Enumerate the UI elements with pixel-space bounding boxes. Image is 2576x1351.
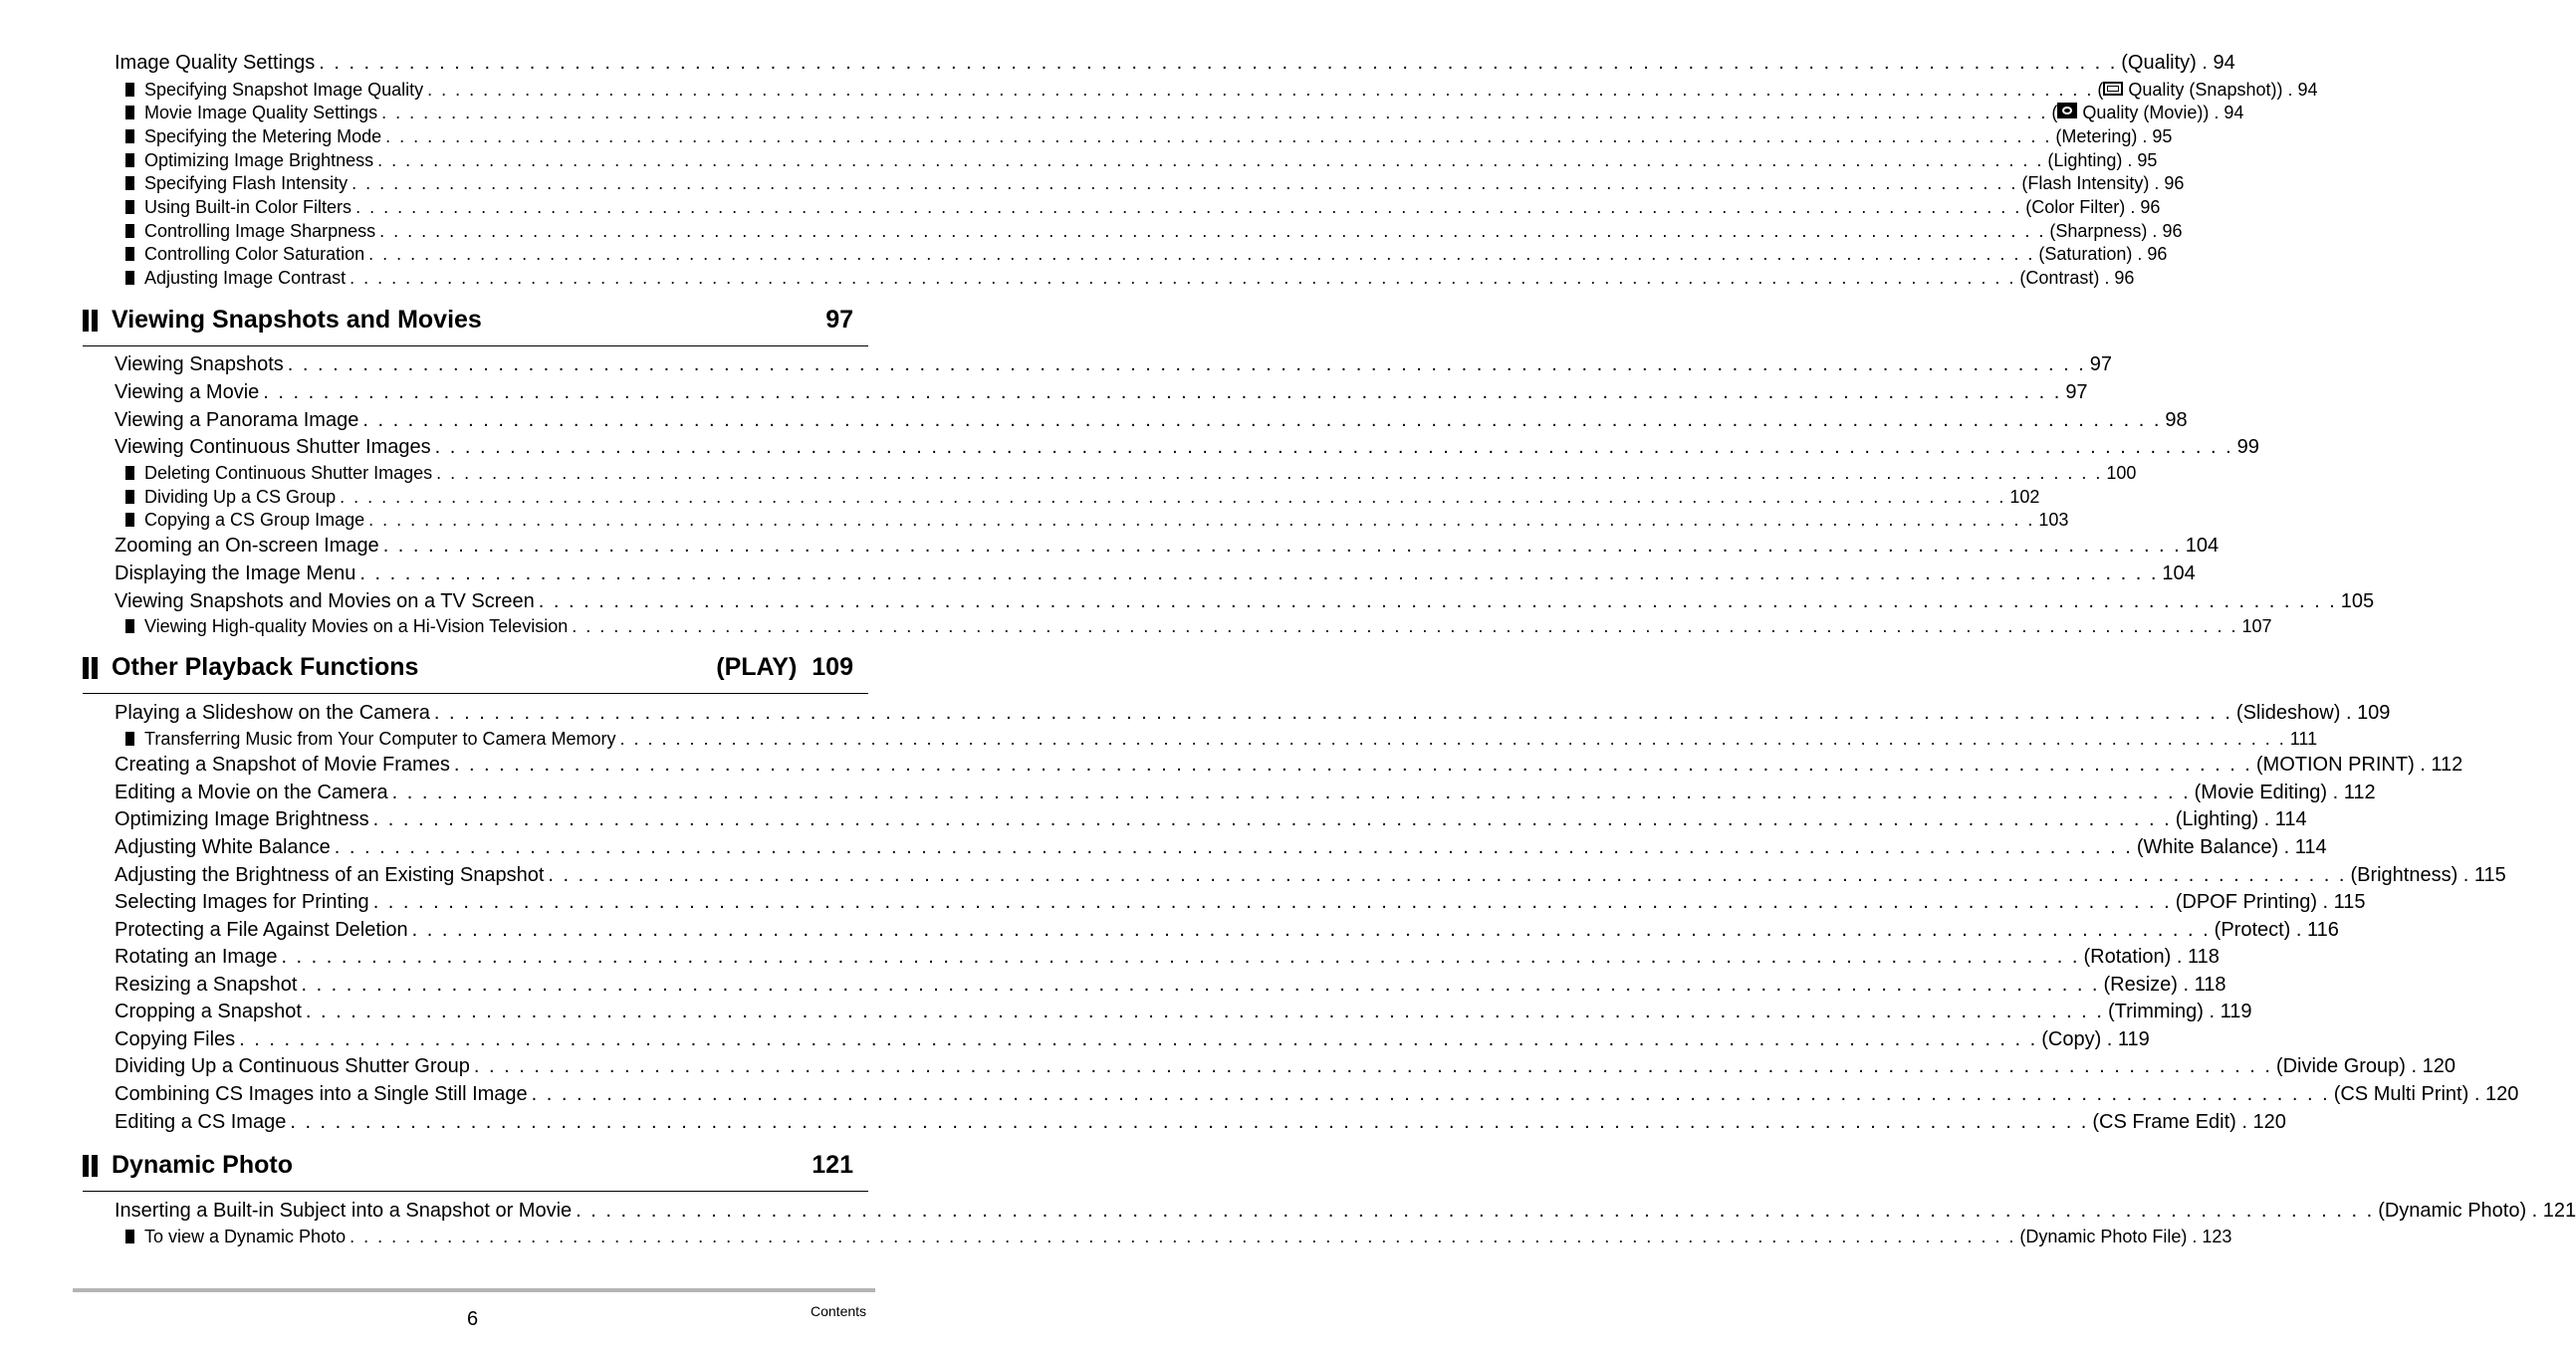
entry-page-number: 123 [2202,1227,2232,1246]
bullet-icon [125,224,134,238]
entry-reference: (Sharpness) [2049,221,2148,241]
toc-entry[interactable] [115,1001,2252,1023]
entry-right: (Dynamic Photo) . 121 [2378,1200,2576,1222]
entry-page-number: 97 [2065,381,2088,403]
entry-page-number: 95 [2152,126,2173,146]
entry-title: Inserting a Built-in Subject into a Snapshot or Movie [115,1200,573,1222]
dot-leader: . . . . . . . . . . . . . . . . . . . . . . . . . . . . . . . . . . . . . . . . . . . . . . . . . . . . . . . . . . . . . . . . . . . . . . . . . . . . . . . . . . . . . . . . . . . . . . . . . . . . . . . . . . . . . . . . . . . . . . . . [548,864,2347,886]
dot-leader: . . . . . . . . . . . . . . . . . . . . . . . . . . . . . . . . . . . . . . . . . . . . . . . . . . . . . . . . . . . . . . . . . . . . . . . . . . . . . . . . . . . . . . . . . . . . . . . . . . . . . . . . . . . . . . . . . . . . . . . . [263,381,2062,403]
bullet-icon [125,732,134,746]
entry-right [2186,535,2219,558]
entry-reference: (Rotation) [2083,946,2172,968]
toc-entry[interactable] [115,1028,2150,1051]
toc-subentry[interactable] [125,197,2161,218]
entry-title: Adjusting Image Contrast [144,268,347,288]
bullet-icon [125,619,134,633]
entry-right [2237,436,2259,459]
toc-entry[interactable] [115,974,2226,997]
toc-subentry[interactable] [125,80,2318,101]
entry-title: Viewing Snapshots [115,353,284,375]
toc-entry[interactable] [115,381,2088,404]
dot-leader: . . . . . . . . . . . . . . . . . . . . . . . . . . . . . . . . . . . . . . . . . . . . . . . . . . . . . . . . . . . . . . . . . . . . . . . . . . . . . . . . . . . . . . . . . . . . . . . . . . . . . . . . . . . . . . . . . . . . . . . . [340,487,2006,507]
entry-page-number: 112 [2431,754,2463,776]
entry-page-number: 96 [2164,173,2185,193]
entry-title: Cropping a Snapshot [115,1001,302,1022]
dot-leader: . . . . . . . . . . . . . . . . . . . . . . . . . . . . . . . . . . . . . . . . . . . . . . . . . . . . . . . . . . . . . . . . . . . . . . . . . . . . . . . . . . . . . . . . . . . . . . . . . . . . . . . . . . . . . . . . . . . . . . . . [368,244,2035,264]
toc-entry[interactable] [115,590,2375,613]
entry-title: Movie Image Quality Settings [144,103,378,122]
entry-title: Viewing Snapshots and Movies on a TV Screen [115,590,535,612]
entry-title: Dividing Up a CS Group [144,487,337,507]
entry-right: (CS Multi Print) . 120 [2333,1083,2519,1105]
toc-entry[interactable] [115,891,2366,914]
entry-title: Image Quality Settings [115,52,316,74]
entry-page-number: 96 [2140,197,2161,217]
entry-right: (Sharpness) . 96 [2049,221,2183,241]
dot-leader: . . . . . . . . . . . . . . . . . . . . . . . . . . . . . . . . . . . . . . . . . . . . . . . . . . . . . . . . . . . . . . . . . . . . . . . . . . . . . . . . . . . . . . . . . . . . . . . . . . . . . . . . . . . . . . . . . . . . . . . . [351,173,2018,193]
toc-entry[interactable] [115,754,2463,777]
dot-leader: . . . . . . . . . . . . . . . . . . . . . . . . . . . . . . . . . . . . . . . . . . . . . . . . . . . . . . . . . . . . . . . . . . . . . . . . . . . . . . . . . . . . . . . . . . . . . . . . . . . . . . . . . . . . . . . . . . . . . . . . [372,891,2172,913]
toc-subentry[interactable] [125,103,2244,123]
entry-page-number: 94 [2213,52,2235,74]
entry-title: Rotating an Image [115,946,278,968]
entry-title: Resizing a Snapshot [115,974,298,996]
entry-title: Dividing Up a Continuous Shutter Group [115,1055,470,1077]
entry-reference: (Trimming) [2107,1001,2204,1022]
section-tag: (PLAY) [716,653,798,681]
entry-reference: (Color Filter) [2025,197,2126,217]
entry-right: (Movie Editing) . 112 [2194,782,2376,803]
dot-leader: . . . . . . . . . . . . . . . . . . . . . . . . . . . . . . . . . . . . . . . . . . . . . . . . . . . . . . . . . . . . . . . . . . . . . . . . . . . . . . . . . . . . . . . . . . . . . . . . . . . . . . . . . . . . . . . . . . . . . . . . [290,1111,2089,1133]
entry-reference: (Copy) [2041,1028,2102,1050]
toc-entry[interactable] [115,946,2220,969]
dot-leader: . . . . . . . . . . . . . . . . . . . . . . . . . . . . . . . . . . . . . . . . . . . . . . . . . . . . . . . . . . . . . . . . . . . . . . . . . . . . . . . . . . . . . . . . . . . . . . . . . . . . . . . . . . . . . . . . . . . . . . . . [391,782,2191,803]
dot-leader: . . . . . . . . . . . . . . . . . . . . . . . . . . . . . . . . . . . . . . . . . . . . . . . . . . . . . . . . . . . . . . . . . . . . . . . . . . . . . . . . . . . . . . . . . . . . . . . . . . . . . . . . . . . . . . . . . . . . . . . . [411,919,2211,941]
bullet-icon [125,83,134,97]
entry-right [2090,353,2112,376]
entry-page-number: 115 [2473,864,2506,886]
entry-reference: (Dynamic Photo) [2378,1200,2527,1222]
entry-title: Specifying the Metering Mode [144,126,382,146]
bullet-icon [125,129,134,143]
entry-title: Optimizing Image Brightness [115,808,369,830]
entry-right: (MOTION PRINT) . 112 [2255,754,2463,776]
entry-title: Editing a Movie on the Camera [115,782,388,803]
dot-leader: . . . . . . . . . . . . . . . . . . . . . . . . . . . . . . . . . . . . . . . . . . . . . . . . . . . . . . . . . . . . . . . . . . . . . . . . . . . . . . . . . . . . . . . . . . . . . . . . . . . . . . . . . . . . . . . . . . . . . . . . [350,268,2016,288]
entry-reference: (DPOF Printing) [2175,891,2317,913]
entry-page-number: 96 [2147,244,2168,264]
entry-right: (Saturation) . 96 [2038,244,2168,264]
entry-page-number: 118 [2187,946,2220,968]
entry-right: (Color Filter) . 96 [2025,197,2161,217]
entry-page-number: 96 [2114,268,2135,288]
bullet-icon [125,200,134,214]
entry-page-number: 102 [2009,487,2040,507]
entry-right [2290,729,2317,750]
entry-title: Specifying Snapshot Image Quality [144,80,424,100]
toc-subentry[interactable] [125,463,2137,484]
section-page-ref [812,1151,853,1180]
entry-title: Using Built-in Color Filters [144,197,352,217]
section-page-number: 121 [812,1151,853,1179]
entry-right: (Resize) . 118 [2103,974,2226,996]
entry-title: Playing a Slideshow on the Camera [115,702,430,724]
dot-leader: . . . . . . . . . . . . . . . . . . . . . . . . . . . . . . . . . . . . . . . . . . . . . . . . . . . . . . . . . . . . . . . . . . . . . . . . . . . . . . . . . . . . . . . . . . . . . . . . . . . . . . . . . . . . . . . . . . . . . . . . [427,80,2094,100]
entry-right [2162,563,2195,585]
dot-leader: . . . . . . . . . . . . . . . . . . . . . . . . . . . . . . . . . . . . . . . . . . . . . . . . . . . . . . . . . . . . . . . . . . . . . . . . . . . . . . . . . . . . . . . . . . . . . . . . . . . . . . . . . . . . . . . . . . . . . . . . [350,1227,2016,1246]
bullet-icon [125,1230,134,1243]
entry-right [2065,381,2087,404]
entry-title: Combining CS Images into a Single Still Image [115,1083,528,1105]
entry-reference: (Resize) [2103,974,2178,996]
section-page-ref [825,306,853,335]
toc-entry[interactable] [115,1055,2457,1078]
entry-title: Viewing a Movie [115,381,260,403]
section-title: Other Playback Functions [112,653,419,681]
toc-subentry[interactable] [125,616,2272,637]
entry-right [2106,463,2136,484]
dot-leader: . . . . . . . . . . . . . . . . . . . . . . . . . . . . . . . . . . . . . . . . . . . . . . . . . . . . . . . . . . . . . . . . . . . . . . . . . . . . . . . . . . . . . . . . . . . . . . . . . . . . . . . . . . . . . . . . . . . . . . . . [377,150,2044,170]
dot-leader: . . . . . . . . . . . . . . . . . . . . . . . . . . . . . . . . . . . . . . . . . . . . . . . . . . . . . . . . . . . . . . . . . . . . . . . . . . . . . . . . . . . . . . . . . . . . . . . . . . . . . . . . . . . . . . . . . . . . . . . . [362,409,2162,431]
toc-entry[interactable] [115,563,2196,585]
entry-title: Zooming an On-screen Image [115,535,379,557]
footer-divider [73,1288,875,1292]
toc-subentry[interactable] [125,244,2168,265]
entry-right: (DPOF Printing) . 115 [2175,891,2366,913]
section-page-ref [716,653,853,682]
dot-leader: . . . . . . . . . . . . . . . . . . . . . . . . . . . . . . . . . . . . . . . . . . . . . . . . . . . . . . . . . . . . . . . . . . . . . . . . . . . . . . . . . . . . . . . . . . . . . . . . . . . . . . . . . . . . . . . . . . . . . . . . [301,974,2100,996]
entry-reference: (Dynamic Photo File) [2019,1227,2188,1246]
entry-page-number: 97 [2089,353,2113,375]
bullet-icon [125,513,134,527]
entry-right [2241,616,2271,637]
entry-title: Creating a Snapshot of Movie Frames [115,754,450,776]
entry-page-number: 96 [2162,221,2183,241]
toc-entry[interactable] [115,52,2235,75]
entry-page-number: 119 [2220,1001,2252,1022]
dot-leader: . . . . . . . . . . . . . . . . . . . . . . . . . . . . . . . . . . . . . . . . . . . . . . . . . . . . . . . . . . . . . . . . . . . . . . . . . . . . . . . . . . . . . . . . . . . . . . . . . . . . . . . . . . . . . . . . . . . . . . . . [531,1083,2330,1105]
entry-page-number: 120 [2484,1083,2519,1105]
entry-page-number: 114 [2274,808,2307,830]
entry-right: (CS Frame Edit) . 120 [2092,1111,2286,1133]
dot-leader: . . . . . . . . . . . . . . . . . . . . . . . . . . . . . . . . . . . . . . . . . . . . . . . . . . . . . . . . . . . . . . . . . . . . . . . . . . . . . . . . . . . . . . . . . . . . . . . . . . . . . . . . . . . . . . . . . . . . . . . . [281,946,2080,968]
dot-leader: . . . . . . . . . . . . . . . . . . . . . . . . . . . . . . . . . . . . . . . . . . . . . . . . . . . . . . . . . . . . . . . . . . . . . . . . . . . . . . . . . . . . . . . . . . . . . . . . . . . . . . . . . . . . . . . . . . . . . . . . [572,616,2238,636]
toc-subentry[interactable] [125,173,2185,194]
entry-title: Protecting a File Against Deletion [115,919,408,941]
toc-subentry[interactable] [125,510,2069,531]
toc-entry[interactable] [115,864,2506,887]
entry-right: (Slideshow) . 109 [2235,702,2391,724]
entry-right [2038,510,2068,531]
dot-leader: . . . . . . . . . . . . . . . . . . . . . . . . . . . . . . . . . . . . . . . . . . . . . . . . . . . . . . . . . . . . . . . . . . . . . . . . . . . . . . . . . . . . . . . . . . . . . . . . . . . . . . . . . . . . . . . . . . . . . . . . [379,221,2046,241]
dot-leader: . . . . . . . . . . . . . . . . . . . . . . . . . . . . . . . . . . . . . . . . . . . . . . . . . . . . . . . . . . . . . . . . . . . . . . . . . . . . . . . . . . . . . . . . . . . . . . . . . . . . . . . . . . . . . . . . . . . . . . . . [334,836,2133,858]
section-page-number: 97 [825,306,853,334]
bullet-icon [125,153,134,167]
section-header [83,1151,868,1192]
toc-entry[interactable] [115,353,2113,376]
toc-entry[interactable] [115,1111,2286,1134]
entry-title: Displaying the Image Menu [115,563,356,584]
entry-right: (Contrast) . 96 [2019,268,2135,288]
entry-title: Selecting Images for Printing [115,891,369,913]
entry-page-number: 107 [2241,616,2272,636]
entry-title: Editing a CS Image [115,1111,287,1133]
toc-subentry[interactable] [125,1227,2232,1247]
entry-page-number: 103 [2038,510,2069,530]
entry-page-number: 109 [2357,702,2391,724]
entry-title: Controlling Color Saturation [144,244,365,264]
entry-title: Viewing Continuous Shutter Images [115,436,431,458]
dot-leader: . . . . . . . . . . . . . . . . . . . . . . . . . . . . . . . . . . . . . . . . . . . . . . . . . . . . . . . . . . . . . . . . . . . . . . . . . . . . . . . . . . . . . . . . . . . . . . . . . . . . . . . . . . . . . . . . . . . . . . . . [453,754,2252,776]
entry-page-number: 104 [2162,563,2196,584]
dot-leader: . . . . . . . . . . . . . . . . . . . . . . . . . . . . . . . . . . . . . . . . . . . . . . . . . . . . . . . . . . . . . . . . . . . . . . . . . . . . . . . . . . . . . . . . . . . . . . . . . . . . . . . . . . . . . . . . . . . . . . . . [359,563,2159,584]
section-marker-icon [83,1155,101,1182]
toc-entry[interactable] [115,836,2327,859]
entry-page-number: 120 [2422,1055,2457,1077]
dot-leader: . . . . . . . . . . . . . . . . . . . . . . . . . . . . . . . . . . . . . . . . . . . . . . . . . . . . . . . . . . . . . . . . . . . . . . . . . . . . . . . . . . . . . . . . . . . . . . . . . . . . . . . . . . . . . . . . . . . . . . . . [385,126,2052,146]
entry-reference: (Brightness) [2350,864,2459,886]
entry-title: Controlling Image Sharpness [144,221,376,241]
entry-reference: (White Balance) [2136,836,2279,858]
section-header [83,653,868,694]
dot-leader: . . . . . . . . . . . . . . . . . . . . . . . . . . . . . . . . . . . . . . . . . . . . . . . . . . . . . . . . . . . . . . . . . . . . . . . . . . . . . . . . . . . . . . . . . . . . . . . . . . . . . . . . . . . . . . . . . . . . . . . . [434,436,2233,458]
entry-title: To view a Dynamic Photo [144,1227,347,1246]
entry-right: (Brightness) . 115 [2350,864,2506,886]
entry-right: (Lighting) . 95 [2047,150,2158,170]
toc-entry[interactable] [115,808,2307,831]
entry-title: Adjusting White Balance [115,836,331,858]
entry-reference: (Slideshow) [2235,702,2341,724]
entry-reference: (Lighting) [2047,150,2123,170]
entry-right: ( Quality (Snapshot)) . 94 [2097,80,2318,100]
bullet-icon [125,271,134,285]
entry-right [2009,487,2039,508]
entry-title: Viewing High-quality Movies on a Hi-Vision Television [144,616,569,636]
entry-page-number: 94 [2297,80,2318,100]
page-number: 6 [467,1308,479,1330]
entry-page-number: 115 [2333,891,2366,913]
entry-right [2165,409,2187,432]
toc-entry[interactable] [115,1083,2519,1106]
entry-page-number: 100 [2106,463,2137,483]
dot-leader: . . . . . . . . . . . . . . . . . . . . . . . . . . . . . . . . . . . . . . . . . . . . . . . . . . . . . . . . . . . . . . . . . . . . . . . . . . . . . . . . . . . . . . . . . . . . . . . . . . . . . . . . . . . . . . . . . . . . . . . . [372,808,2172,830]
toc-subentry[interactable] [125,221,2183,242]
toc-entry[interactable] [115,1200,2576,1223]
entry-right: (Trimming) . 119 [2107,1001,2252,1022]
entry-title: Optimizing Image Brightness [144,150,374,170]
entry-reference: (Contrast) [2019,268,2100,288]
toc-entry[interactable] [115,782,2376,804]
section-title: Viewing Snapshots and Movies [112,306,482,334]
toc-entry[interactable] [115,436,2259,459]
dot-leader: . . . . . . . . . . . . . . . . . . . . . . . . . . . . . . . . . . . . . . . . . . . . . . . . . . . . . . . . . . . . . . . . . . . . . . . . . . . . . . . . . . . . . . . . . . . . . . . . . . . . . . . . . . . . . . . . . . . . . . . . [319,52,2118,74]
toc-subentry[interactable] [125,729,2318,750]
entry-reference: (Flash Intensity) [2021,173,2150,193]
section-title: Dynamic Photo [112,1151,293,1179]
entry-right: ( Quality (Movie)) . 94 [2051,103,2244,122]
dot-leader: . . . . . . . . . . . . . . . . . . . . . . . . . . . . . . . . . . . . . . . . . . . . . . . . . . . . . . . . . . . . . . . . . . . . . . . . . . . . . . . . . . . . . . . . . . . . . . . . . . . . . . . . . . . . . . . . . . . . . . . . [382,535,2182,557]
dot-leader: . . . . . . . . . . . . . . . . . . . . . . . . . . . . . . . . . . . . . . . . . . . . . . . . . . . . . . . . . . . . . . . . . . . . . . . . . . . . . . . . . . . . . . . . . . . . . . . . . . . . . . . . . . . . . . . . . . . . . . . . [436,463,2103,483]
snapshot-quality-icon [2103,82,2123,96]
entry-reference: Quality (Snapshot)) [2128,80,2283,100]
dot-leader: . . . . . . . . . . . . . . . . . . . . . . . . . . . . . . . . . . . . . . . . . . . . . . . . . . . . . . . . . . . . . . . . . . . . . . . . . . . . . . . . . . . . . . . . . . . . . . . . . . . . . . . . . . . . . . . . . . . . . . . . [433,702,2232,724]
section-marker-icon [83,310,101,337]
entry-right: (Copy) . 119 [2041,1028,2150,1050]
entry-reference: (Metering) [2055,126,2138,146]
entry-reference: (Divide Group) [2275,1055,2406,1077]
entry-reference: (MOTION PRINT) [2255,754,2415,776]
entry-title: Copying a CS Group Image [144,510,365,530]
entry-reference: (CS Multi Print) [2333,1083,2469,1105]
entry-title: Deleting Continuous Shutter Images [144,463,433,483]
entry-title: Specifying Flash Intensity [144,173,349,193]
toc-entry[interactable] [115,919,2339,942]
dot-leader: . . . . . . . . . . . . . . . . . . . . . . . . . . . . . . . . . . . . . . . . . . . . . . . . . . . . . . . . . . . . . . . . . . . . . . . . . . . . . . . . . . . . . . . . . . . . . . . . . . . . . . . . . . . . . . . . . . . . . . . . [473,1055,2272,1077]
entry-page-number: 111 [2289,729,2318,749]
toc-entry[interactable] [115,409,2188,432]
entry-reference: (Saturation) [2038,244,2133,264]
dot-leader: . . . . . . . . . . . . . . . . . . . . . . . . . . . . . . . . . . . . . . . . . . . . . . . . . . . . . . . . . . . . . . . . . . . . . . . . . . . . . . . . . . . . . . . . . . . . . . . . . . . . . . . . . . . . . . . . . . . . . . . . [305,1001,2104,1022]
entry-right: (Flash Intensity) . 96 [2021,173,2185,193]
entry-title: Transferring Music from Your Computer to Camera Memory [144,729,616,749]
entry-reference: (CS Frame Edit) [2092,1111,2236,1133]
entry-reference: Quality (Movie)) [2082,103,2210,122]
entry-right: (Metering) . 95 [2055,126,2173,146]
toc-subentry[interactable] [125,268,2135,289]
entry-page-number: 112 [2343,782,2376,803]
toc-entry[interactable] [115,535,2220,558]
entry-title: Viewing a Panorama Image [115,409,359,431]
entry-right: (Dynamic Photo File) . 123 [2019,1227,2232,1246]
entry-page-number: 121 [2542,1200,2576,1222]
entry-right [2341,590,2374,613]
section-marker-icon [83,657,101,684]
section-page-number: 109 [812,653,853,681]
entry-reference: (Lighting) [2175,808,2259,830]
entry-right: (Divide Group) . 120 [2275,1055,2457,1077]
entry-page-number: 114 [2294,836,2327,858]
entry-page-number: 94 [2224,103,2244,122]
toc-subentry[interactable] [125,487,2040,508]
entry-page-number: 98 [2165,409,2188,431]
toc-entry[interactable] [115,702,2391,725]
dot-leader: . . . . . . . . . . . . . . . . . . . . . . . . . . . . . . . . . . . . . . . . . . . . . . . . . . . . . . . . . . . . . . . . . . . . . . . . . . . . . . . . . . . . . . . . . . . . . . . . . . . . . . . . . . . . . . . . . . . . . . . . [538,590,2337,612]
dot-leader: . . . . . . . . . . . . . . . . . . . . . . . . . . . . . . . . . . . . . . . . . . . . . . . . . . . . . . . . . . . . . . . . . . . . . . . . . . . . . . . . . . . . . . . . . . . . . . . . . . . . . . . . . . . . . . . . . . . . . . . . [381,103,2048,122]
entry-right: (Quality) . 94 [2121,52,2235,74]
entry-page-number: 99 [2236,436,2259,458]
entry-right: (Protect) . 116 [2214,919,2339,941]
bullet-icon [125,106,134,119]
toc-subentry[interactable] [125,150,2158,171]
entry-page-number: 118 [2194,974,2226,996]
entry-title: Adjusting the Brightness of an Existing Snapshot [115,864,545,886]
entry-right: (Rotation) . 118 [2083,946,2220,968]
bullet-icon [125,247,134,261]
entry-right: (Lighting) . 114 [2175,808,2307,830]
entry-page-number: 95 [2137,150,2158,170]
bullet-icon [125,490,134,504]
entry-page-number: 105 [2340,590,2375,612]
entry-reference: (Protect) [2214,919,2291,941]
dot-leader: . . . . . . . . . . . . . . . . . . . . . . . . . . . . . . . . . . . . . . . . . . . . . . . . . . . . . . . . . . . . . . . . . . . . . . . . . . . . . . . . . . . . . . . . . . . . . . . . . . . . . . . . . . . . . . . . . . . . . . . . [619,729,2286,749]
dot-leader: . . . . . . . . . . . . . . . . . . . . . . . . . . . . . . . . . . . . . . . . . . . . . . . . . . . . . . . . . . . . . . . . . . . . . . . . . . . . . . . . . . . . . . . . . . . . . . . . . . . . . . . . . . . . . . . . . . . . . . . . [239,1028,2038,1050]
section-header [83,306,868,346]
entry-page-number: 120 [2252,1111,2286,1133]
entry-title: Copying Files [115,1028,236,1050]
entry-page-number: 116 [2307,919,2339,941]
dot-leader: . . . . . . . . . . . . . . . . . . . . . . . . . . . . . . . . . . . . . . . . . . . . . . . . . . . . . . . . . . . . . . . . . . . . . . . . . . . . . . . . . . . . . . . . . . . . . . . . . . . . . . . . . . . . . . . . . . . . . . . . [576,1200,2375,1222]
entry-right: (White Balance) . 114 [2136,836,2327,858]
bullet-icon [125,466,134,480]
movie-quality-icon [2057,103,2077,118]
entry-page-number: 119 [2117,1028,2150,1050]
dot-leader: . . . . . . . . . . . . . . . . . . . . . . . . . . . . . . . . . . . . . . . . . . . . . . . . . . . . . . . . . . . . . . . . . . . . . . . . . . . . . . . . . . . . . . . . . . . . . . . . . . . . . . . . . . . . . . . . . . . . . . . . [368,510,2035,530]
entry-reference: (Quality) [2121,52,2197,74]
entry-reference: (Movie Editing) [2194,782,2328,803]
footer-label: Contents [811,1303,867,1319]
entry-page-number: 104 [2185,535,2220,557]
dot-leader: . . . . . . . . . . . . . . . . . . . . . . . . . . . . . . . . . . . . . . . . . . . . . . . . . . . . . . . . . . . . . . . . . . . . . . . . . . . . . . . . . . . . . . . . . . . . . . . . . . . . . . . . . . . . . . . . . . . . . . . . [355,197,2022,217]
bullet-icon [125,176,134,190]
toc-subentry[interactable] [125,126,2173,147]
dot-leader: . . . . . . . . . . . . . . . . . . . . . . . . . . . . . . . . . . . . . . . . . . . . . . . . . . . . . . . . . . . . . . . . . . . . . . . . . . . . . . . . . . . . . . . . . . . . . . . . . . . . . . . . . . . . . . . . . . . . . . . . [287,353,2086,375]
